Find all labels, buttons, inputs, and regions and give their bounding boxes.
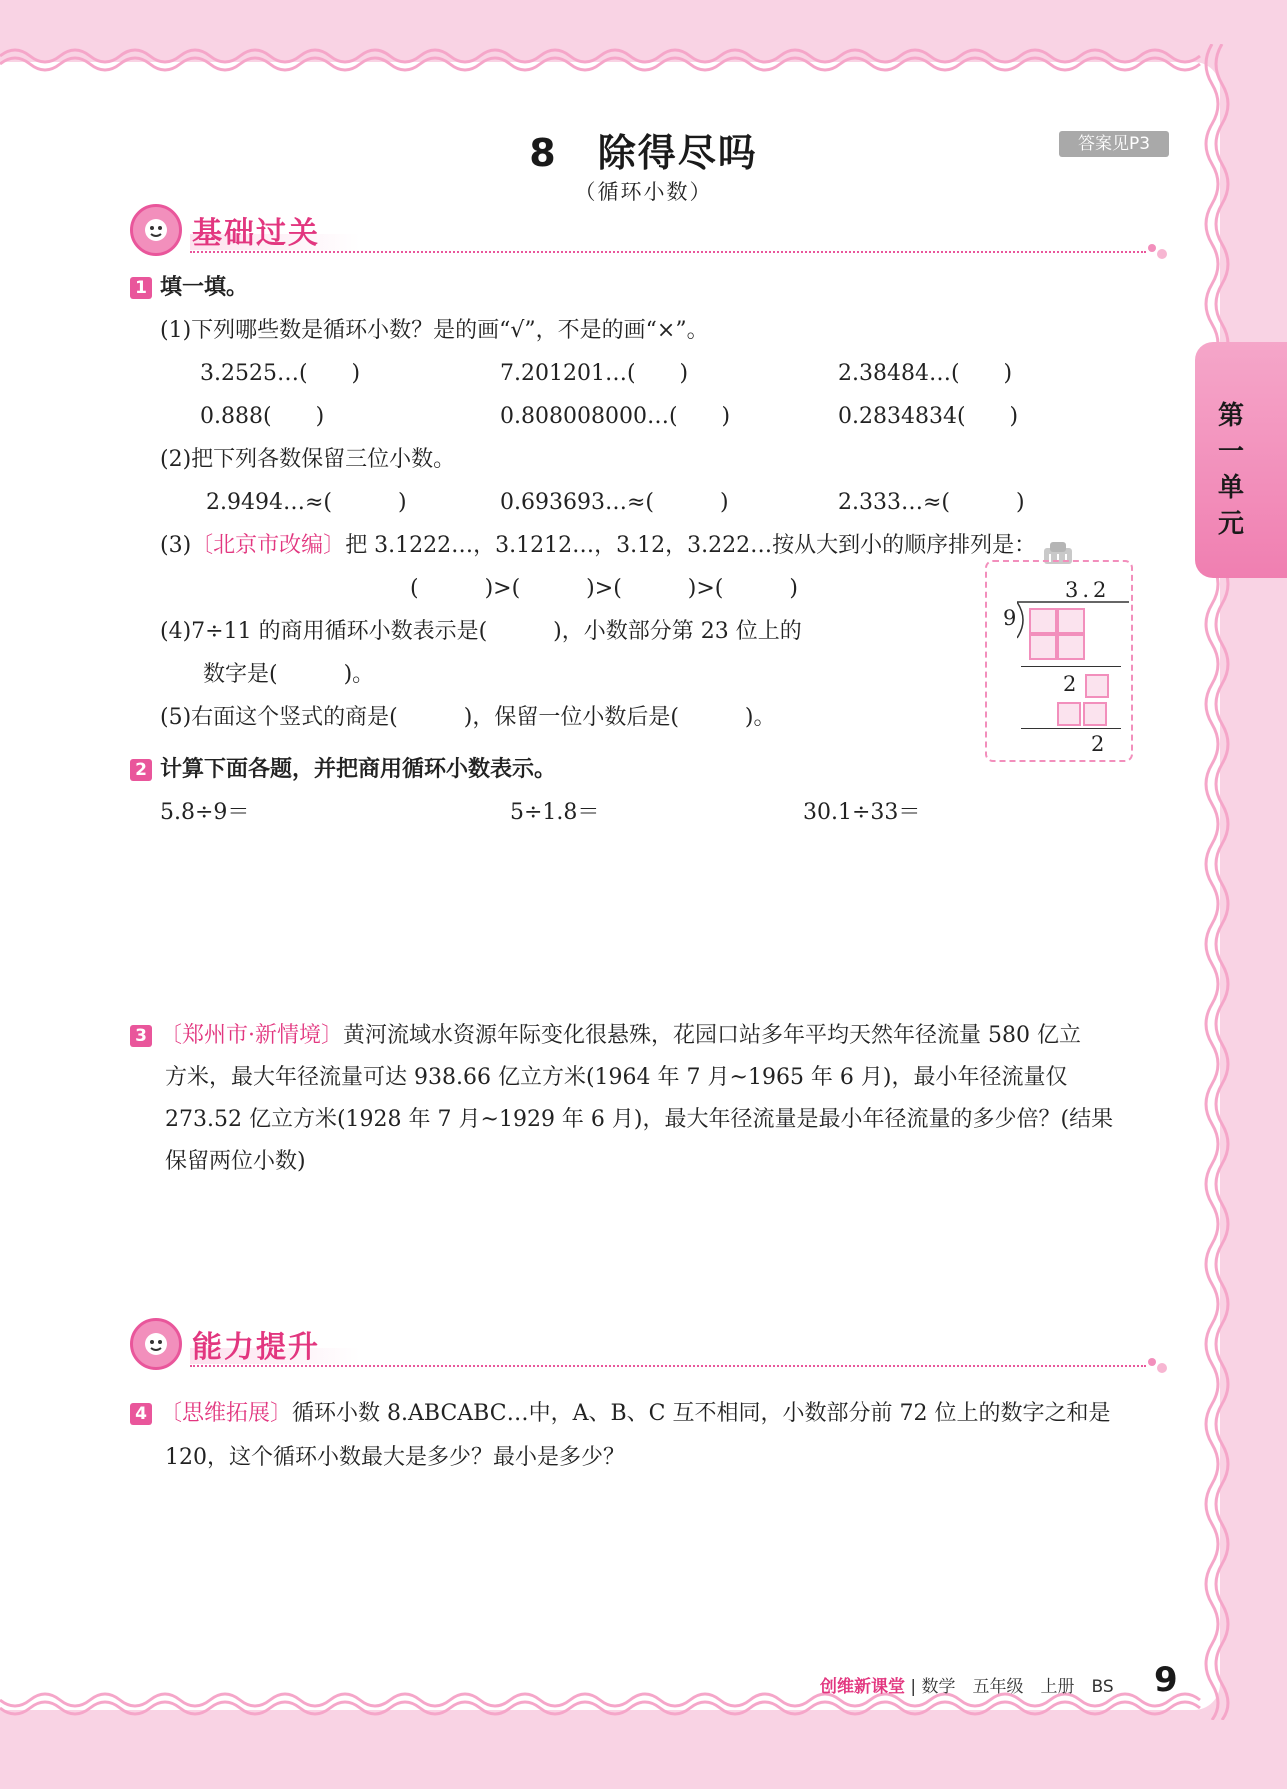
footer-brand: 创维新课堂	[820, 1677, 905, 1697]
question-number: 3	[130, 1025, 152, 1047]
section-divider	[190, 1365, 1146, 1367]
digit-box[interactable]	[1057, 702, 1081, 726]
long-division-figure	[985, 560, 1133, 762]
q4-line1	[130, 1396, 1110, 1427]
q4-text: 循环小数 8.ABCABC…中，A、B、C 互不相同，小数部分前 72 位上的数字之和是	[292, 1401, 1111, 1426]
question-number: 2	[130, 759, 152, 781]
question-1-heading	[130, 270, 248, 301]
q3-line3: 273.52 亿立方米(1928 年 7 月~1929 年 6 月)，最大年径流量是最小年径流量的多少倍？(结果	[165, 1107, 1114, 1132]
q1-part3-prompt	[160, 528, 1036, 559]
q2-item: 30.1÷33＝	[803, 800, 921, 825]
section-title: 基础过关	[192, 216, 320, 251]
q1-part1-prompt: (1)下列哪些数是循环小数？是的画“√”，不是的画“×”。	[160, 318, 709, 343]
answer-reference-badge: 答案见P3	[1059, 131, 1169, 157]
q3-line2: 方米，最大年径流量可达 938.66 亿立方米(1964 年 7 月~1965 年 6 月)，最小年径流量仅	[165, 1065, 1068, 1090]
footer-info	[820, 1672, 1114, 1697]
division-quotient: 3.2	[1065, 578, 1111, 602]
division-rule	[1021, 666, 1121, 667]
mascot-icon	[130, 1318, 182, 1370]
q1-part1-item[interactable]: 0.888( )	[200, 404, 325, 429]
section-header-basics	[130, 204, 1170, 264]
q1-part1-item[interactable]: 0.808008000…( )	[500, 404, 731, 429]
q1-part1-item[interactable]: 2.38484…( )	[838, 361, 1013, 386]
division-remainder: 2	[1091, 732, 1105, 756]
q1-part2-item[interactable]: 0.693693…≈( )	[500, 490, 729, 515]
q1-part3-blanks[interactable]: ( )>( )>( )>( )	[410, 576, 798, 601]
q1-part1-item[interactable]: 3.2525…( )	[200, 361, 361, 386]
section-header-advanced	[130, 1318, 1170, 1378]
q1-part1-item[interactable]: 7.201201…( )	[500, 361, 689, 386]
q1-part2-item[interactable]: 2.9494…≈( )	[206, 490, 407, 515]
q1-part3-source-tag: 〔北京市改编〕	[191, 533, 346, 558]
q3-line1	[130, 1018, 1081, 1049]
q4-line2: 120，这个循环小数最大是多少？最小是多少？	[165, 1445, 625, 1470]
question-2-heading	[130, 752, 556, 783]
question-number: 4	[130, 1403, 152, 1425]
lesson-title: 8 除得尽吗	[529, 131, 758, 175]
q1-part4-line1: (4)7÷11 的商用循环小数表示是( )，小数部分第 23 位上的	[160, 619, 802, 644]
digit-box[interactable]	[1083, 702, 1107, 726]
unit-side-tab[interactable]	[1195, 342, 1287, 578]
q1-part3-text: 把 3.1222…，3.1212…，3.12，3.222…按从大到小的顺序排列是：	[345, 533, 1037, 558]
lesson-subtitle: （循环小数）	[574, 180, 713, 204]
footer-separator: |	[905, 1677, 922, 1697]
page-number: 9	[1154, 1660, 1178, 1700]
q1-part5-line: (5)右面这个竖式的商是( )，保留一位小数后是( )。	[160, 705, 776, 730]
digit-box[interactable]	[1029, 608, 1057, 634]
footer-details: 数学 五年级 上册 BS	[921, 1677, 1114, 1697]
q2-item: 5÷1.8＝	[510, 800, 600, 825]
division-partial: 2	[1063, 672, 1077, 696]
section-divider	[190, 251, 1146, 253]
section-title: 能力提升	[192, 1330, 320, 1365]
q1-part2-item[interactable]: 2.333…≈( )	[838, 490, 1025, 515]
dots-icon	[1146, 1356, 1170, 1376]
digit-box[interactable]	[1085, 674, 1109, 698]
q1-part4-line2: 数字是( )。	[203, 662, 375, 687]
wavy-border-top	[0, 44, 1220, 74]
dots-icon	[1146, 242, 1170, 262]
q3-source-tag: 〔郑州市·新情境〕	[160, 1023, 343, 1048]
q3-text: 黄河流域水资源年际变化很悬殊，花园口站多年平均天然年径流量 580 亿立	[343, 1023, 1081, 1048]
digit-box[interactable]	[1057, 608, 1085, 634]
q3-line4: 保留两位小数)	[165, 1149, 306, 1174]
digit-box[interactable]	[1057, 634, 1085, 660]
q1-part3-label: (3)	[160, 533, 192, 558]
question-title: 填一填。	[160, 275, 249, 300]
division-divisor: 9	[1003, 606, 1017, 630]
question-title: 计算下面各题，并把商用循环小数表示。	[160, 757, 557, 782]
wavy-border-right	[1200, 44, 1234, 1720]
q2-item: 5.8÷9＝	[160, 800, 250, 825]
division-rule	[1021, 728, 1121, 729]
q1-part1-item[interactable]: 0.2834834( )	[838, 404, 1019, 429]
q1-part2-prompt: (2)把下列各数保留三位小数。	[160, 447, 456, 472]
question-number: 1	[130, 277, 152, 299]
digit-box[interactable]	[1029, 634, 1057, 660]
mascot-icon	[130, 204, 182, 256]
unit-side-tab-label: 第一单元	[1217, 401, 1244, 539]
q4-source-tag: 〔思维拓展〕	[160, 1401, 293, 1426]
